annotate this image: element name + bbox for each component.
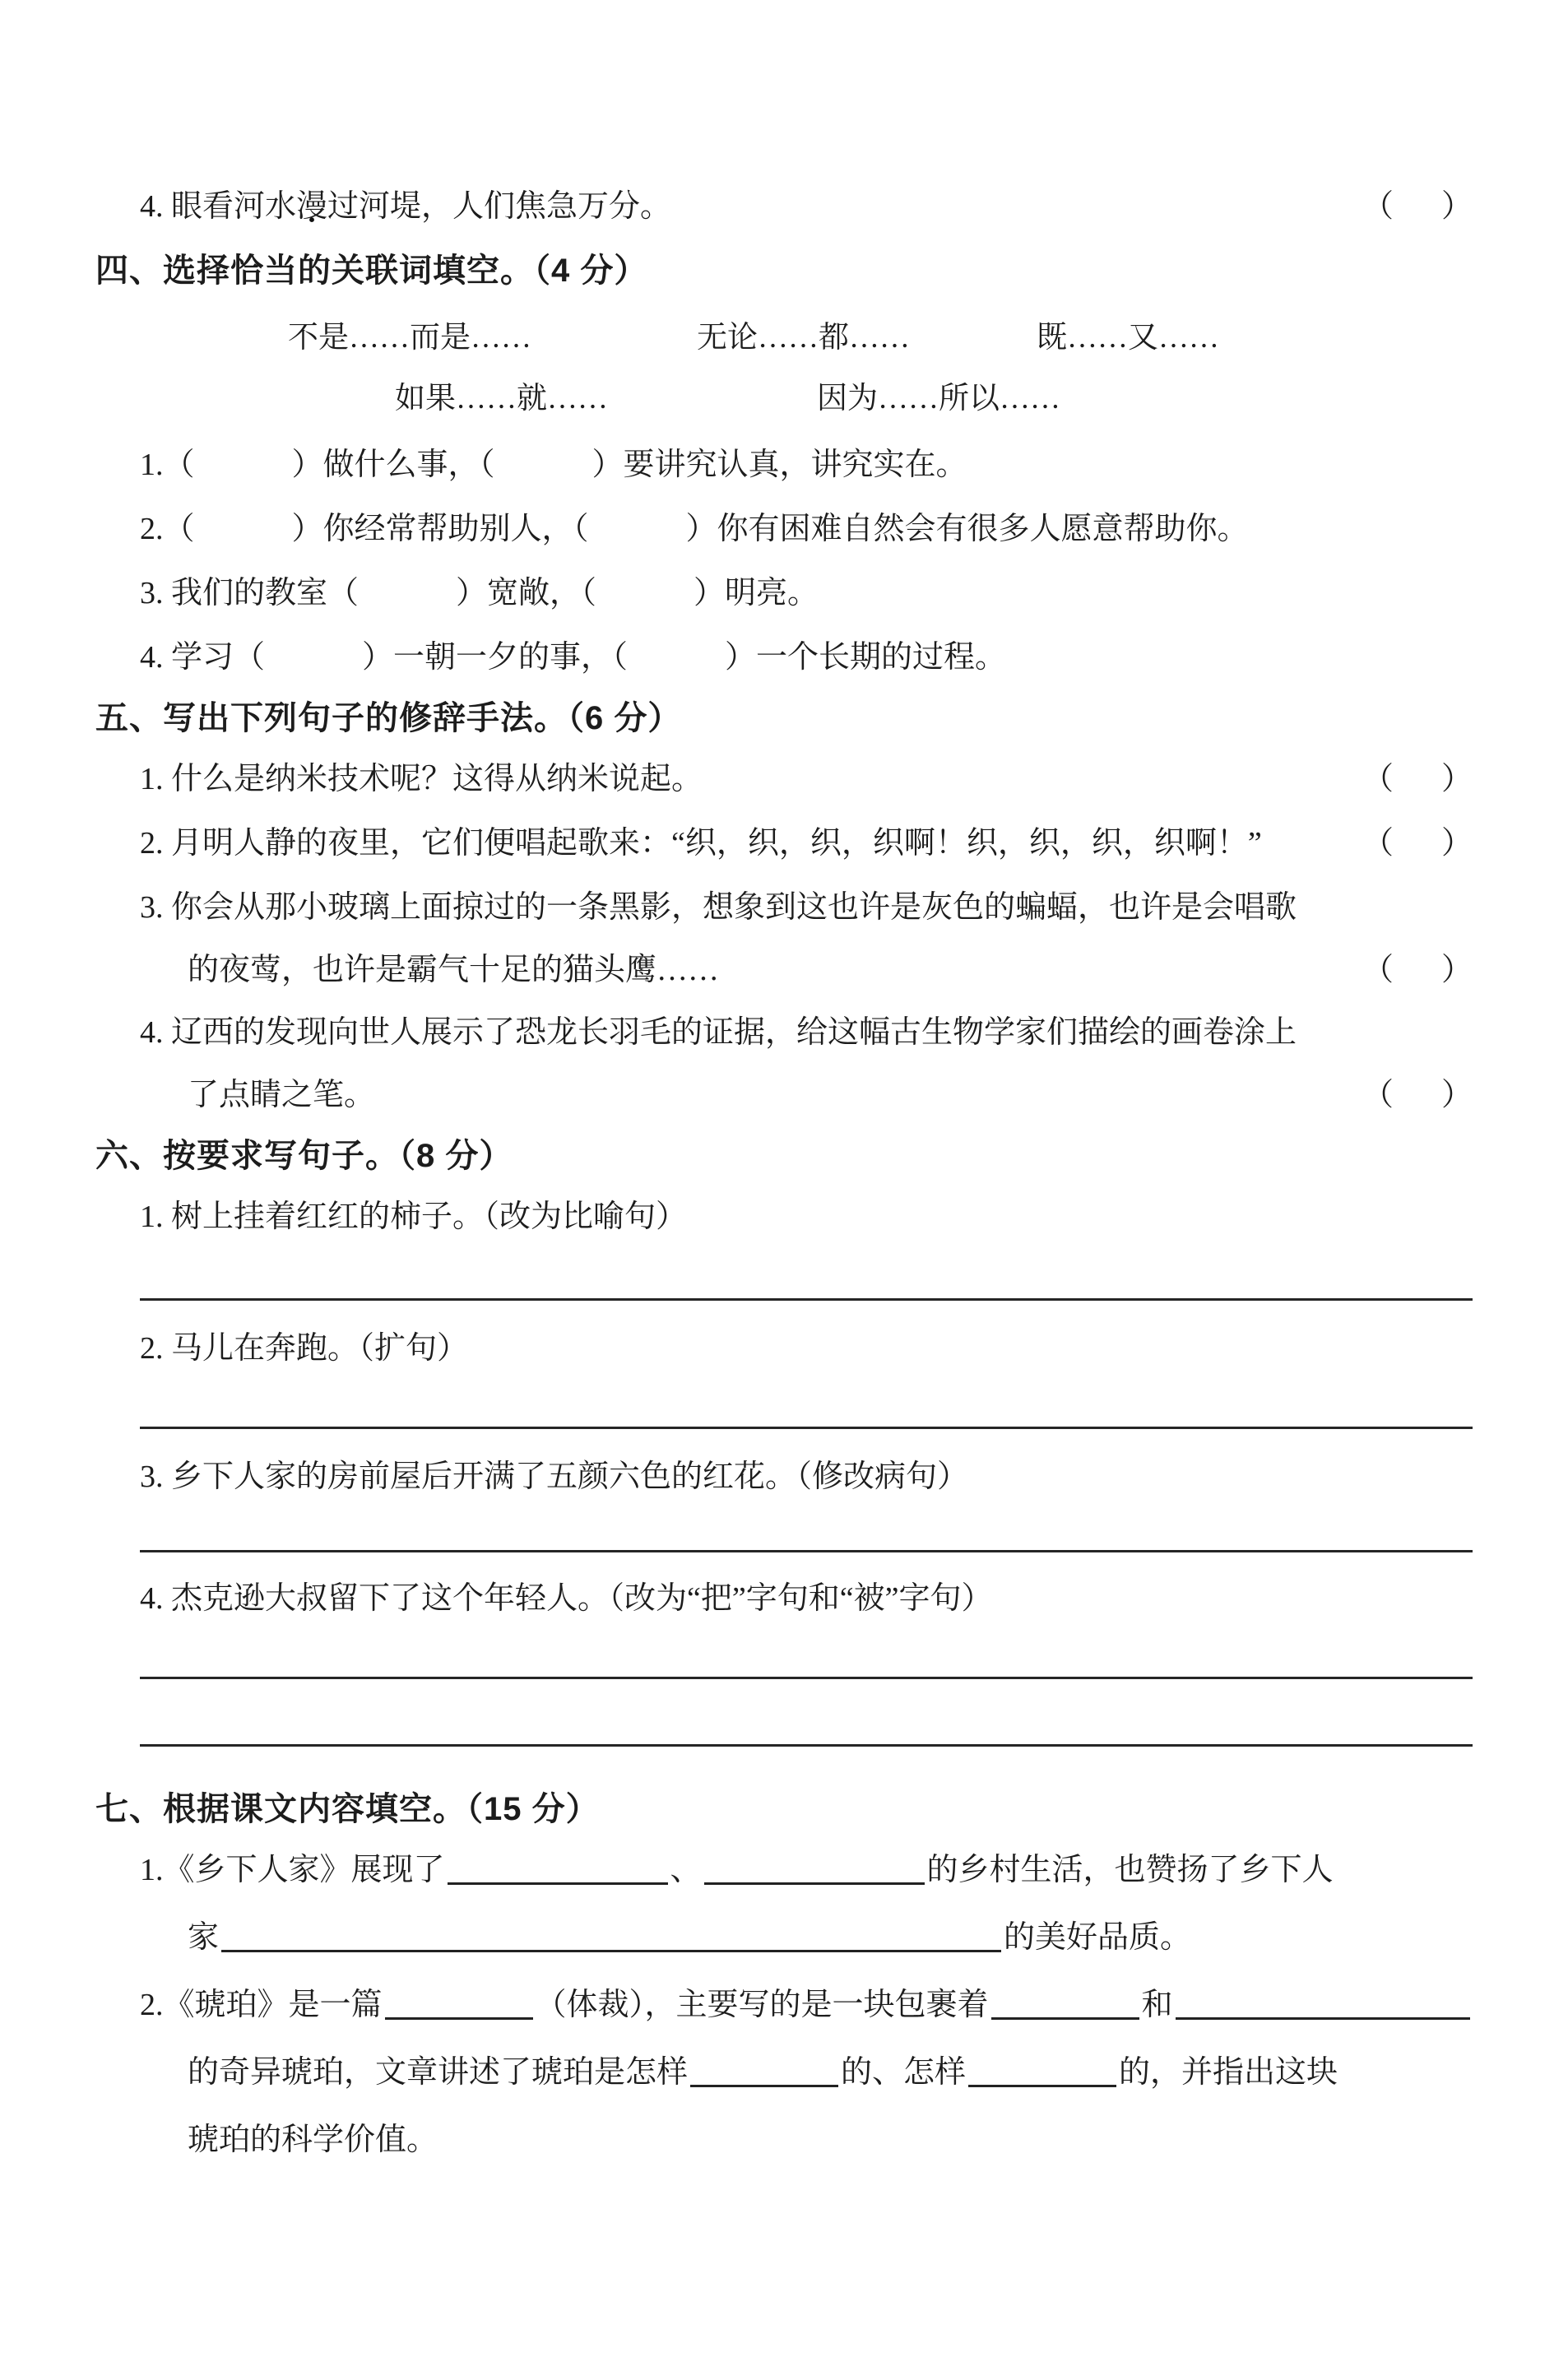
section-7-item-1-line-2 — [95, 1916, 1473, 1959]
answer-parentheses — [1362, 758, 1473, 801]
answer-parentheses — [1362, 1074, 1473, 1116]
section-7-item-1-line-1 — [95, 1849, 1473, 1891]
text-segment: 的，并指出这块 — [1119, 2055, 1338, 2090]
answer-writing-line — [140, 1676, 1473, 1679]
section-7-item-2-line-1 — [95, 1984, 1473, 2026]
section-5-item-3-line-1: 3. 你会从那小玻璃上面掠过的一条黑影，想象到这也许是灰色的蝙蝠，也许是会唱歌 — [140, 890, 1297, 925]
section-6-heading: 六、按要求写句子。（8 分） — [95, 1138, 513, 1174]
sentence-text: 的夜莺，也许是霸气十足的猫头鹰…… — [188, 953, 720, 987]
word-bank-row-2 — [95, 379, 1473, 419]
section-5-item-2 — [95, 822, 1473, 865]
section-6-item-4-prompt: 4. 杰克逊大叔留下了这个年轻人。（改为“把”字句和“被”字句） — [140, 1581, 993, 1616]
text-segment: ）明亮。 — [694, 576, 819, 610]
answer-parentheses — [1362, 185, 1473, 228]
section-6-item-2-prompt: 2. 马儿在奔跑。（扩句） — [140, 1331, 469, 1366]
text-segment: ）一个长期的过程。 — [725, 640, 1007, 675]
section-4-item-2 — [95, 508, 1473, 550]
answer-writing-line — [140, 1549, 1473, 1552]
answer-parentheses — [1362, 822, 1473, 865]
answer-writing-line — [140, 1426, 1473, 1429]
section-5-item-1 — [95, 758, 1473, 801]
section-4-item-4 — [95, 636, 1473, 679]
text-segment: 的乡村生活，也赞扬了乡下人 — [926, 1853, 1334, 1887]
text-segment: ）做什么事，（ — [291, 448, 495, 482]
text-segment: 2.《琥珀》是一篇 — [140, 1988, 383, 2022]
word-bank-option: 无论……都…… — [697, 321, 910, 355]
question-top-item-text — [95, 185, 671, 228]
section-5-item-4-line-1: 4. 辽西的发现向世人展示了恐龙长羽毛的证据，给这幅古生物学家们描绘的画卷涂上 — [140, 1015, 1297, 1050]
text-segment: （体裁），主要写的是一块包裹着 — [535, 1988, 989, 2022]
fill-in-blank-line — [968, 2077, 1116, 2087]
text-segment: ） — [1440, 1078, 1473, 1112]
word-bank-option: 因为……所以…… — [817, 382, 1060, 415]
answer-writing-line — [140, 1743, 1473, 1747]
text-segment: （ — [1362, 826, 1394, 861]
text-segment: 过河堤，人们焦急万分。 — [327, 189, 672, 224]
text-segment: ）要讲究认真，讲究实在。 — [591, 448, 967, 482]
sentence-text: 了点睛之笔。 — [188, 1078, 376, 1112]
section-4-heading: 四、选择恰当的关联词填空。（4 分） — [95, 253, 648, 289]
answer-writing-line — [140, 1297, 1473, 1301]
text-segment: （ — [1362, 1078, 1394, 1112]
section-4-item-1 — [95, 443, 1473, 486]
text-segment: 2.（ — [140, 512, 195, 546]
text-segment: 3. 我们的教室（ — [140, 576, 360, 610]
section-5-item-3-line-2 — [95, 949, 1473, 991]
text-segment: ） — [1440, 826, 1473, 861]
text-segment: 家 — [188, 1920, 220, 1955]
section-7-item-2-line-2 — [95, 2051, 1473, 2094]
text-segment: 和 — [1141, 1988, 1173, 2022]
sentence-text: 2. 月明人静的夜里，它们便唱起歌来：“织，织，织，织啊！织，织，织，织啊！” — [140, 826, 1262, 861]
text-segment: ）你有困难自然会有很多人愿意帮助你。 — [685, 512, 1249, 546]
text-segment: 4. 学习（ — [140, 640, 266, 675]
text-segment: 1.（ — [140, 448, 195, 482]
text-segment: （ — [1362, 762, 1394, 796]
section-6-item-1-prompt: 1. 树上挂着红红的柿子。（改为比喻句） — [140, 1200, 688, 1234]
fill-in-blank-line — [448, 1875, 668, 1885]
section-7-heading: 七、根据课文内容填空。（15 分） — [95, 1791, 600, 1827]
text-segment: 的奇异琥珀，文章讲述了琥珀是怎样 — [188, 2055, 689, 2090]
fill-in-blank-line — [991, 2010, 1139, 2020]
text-segment: （ — [1362, 189, 1394, 224]
emphasized-char: 漫 — [296, 189, 328, 224]
sentence-text: 1. 什么是纳米技术呢？这得从纳米说起。 — [140, 762, 703, 796]
question-top-item — [95, 185, 1473, 228]
fill-in-blank-line — [385, 2010, 533, 2020]
fill-in-blank-line — [1176, 2010, 1470, 2020]
text-segment: 的、怎样 — [841, 2055, 967, 2090]
word-bank-row-1 — [95, 318, 1473, 358]
fill-in-blank-line — [704, 1875, 925, 1885]
text-segment: ）一朝一夕的事，（ — [362, 640, 629, 675]
answer-parentheses — [1362, 949, 1473, 991]
text-segment: ）你经常帮助别人，（ — [291, 512, 589, 546]
section-5-item-4-line-2 — [95, 1074, 1473, 1116]
text-segment: ） — [1440, 762, 1473, 796]
text-segment: 琥珀的科学价值。 — [188, 2123, 438, 2157]
fill-in-blank-line — [690, 2077, 838, 2087]
section-5-heading: 五、写出下列句子的修辞手法。（6 分） — [95, 700, 682, 736]
text-segment: 、 — [670, 1853, 702, 1887]
section-7-item-2-line-3 — [95, 2118, 1473, 2161]
text-segment: ）宽敞，（ — [456, 576, 597, 610]
text-segment: 的美好品质。 — [1004, 1920, 1192, 1955]
text-segment: ） — [1440, 189, 1473, 224]
text-segment: 1.《乡下人家》展现了 — [140, 1853, 445, 1887]
section-6-item-3-prompt: 3. 乡下人家的房前屋后开满了五颜六色的红花。（修改病句） — [140, 1459, 969, 1494]
word-bank-option: 如果……就…… — [395, 382, 608, 415]
word-bank-option: 既……又…… — [1037, 321, 1219, 355]
section-4-item-3 — [95, 572, 1473, 615]
word-bank-option: 不是……而是…… — [288, 321, 531, 355]
text-segment: ） — [1440, 953, 1473, 987]
text-segment: 4. 眼看河水 — [140, 189, 297, 224]
text-segment: （ — [1362, 953, 1394, 987]
fill-in-blank-line — [221, 1942, 1001, 1952]
